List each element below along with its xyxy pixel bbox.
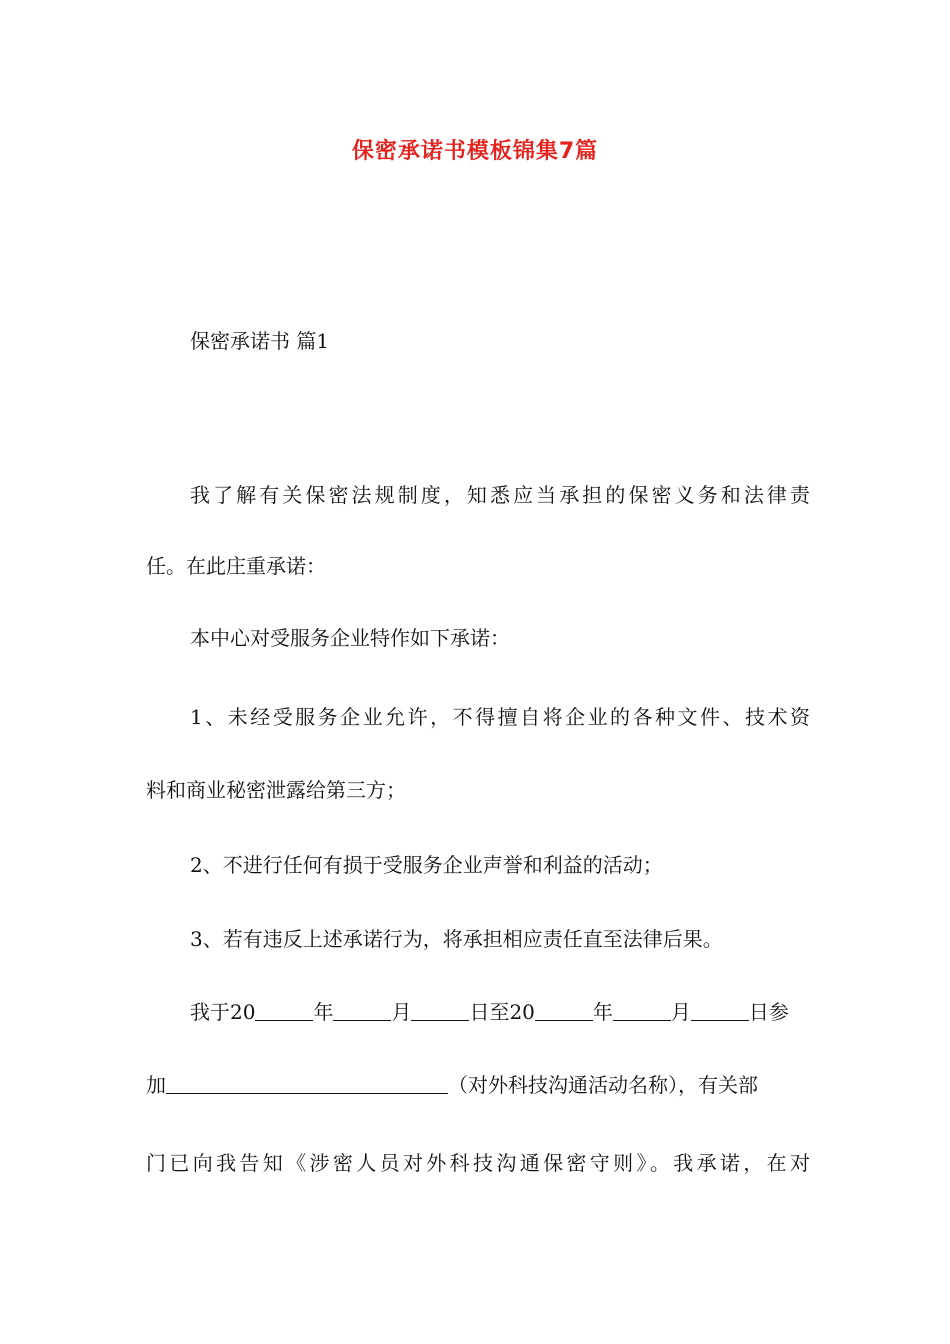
month-blank: [613, 1000, 671, 1021]
day-to-label: 日至20: [469, 1000, 535, 1024]
year-label: 年: [592, 1000, 613, 1024]
activity-fill-line: [146, 1070, 810, 1100]
list-item-line: 料和商业秘密泄露给第三方；: [146, 778, 406, 802]
activity-prefix: 加: [146, 1073, 166, 1097]
paragraph-line: 任。在此庄重承诺：: [146, 554, 326, 578]
activity-suffix: （对外科技沟通活动名称），有关部: [448, 1073, 758, 1097]
day-suffix: 日参: [748, 1000, 789, 1024]
section-heading: 保密承诺书 篇1: [190, 329, 330, 353]
list-item-line: 1、未经受服务企业允许，不得擅自将企业的各种文件、技术资: [190, 705, 810, 729]
date-prefix: 我于20: [190, 1000, 256, 1024]
list-item: 2、不进行任何有损于受服务企业声誉和利益的活动；: [190, 853, 663, 877]
year-blank: [535, 1000, 593, 1021]
paragraph-line: 本中心对受服务企业特作如下承诺：: [190, 626, 510, 650]
date-fill-line: [190, 997, 810, 1027]
document-title: 保密承诺书模板锦集7篇: [351, 139, 599, 164]
year-label: 年: [313, 1000, 334, 1024]
month-blank: [333, 1000, 391, 1021]
paragraph-line: 门已向我告知《涉密人员对外科技沟通保密守则》。我承诺，在对: [146, 1151, 810, 1175]
month-label: 月: [391, 1000, 412, 1024]
day-blank: [411, 1000, 469, 1021]
paragraph-line: 我了解有关保密法规制度，知悉应当承担的保密义务和法律责: [190, 483, 810, 507]
year-blank: [255, 1000, 313, 1021]
day-blank: [691, 1000, 749, 1021]
month-label: 月: [670, 1000, 691, 1024]
list-item: 3、若有违反上述承诺行为，将承担相应责任直至法律后果。: [190, 927, 723, 951]
activity-name-blank: [166, 1073, 448, 1094]
